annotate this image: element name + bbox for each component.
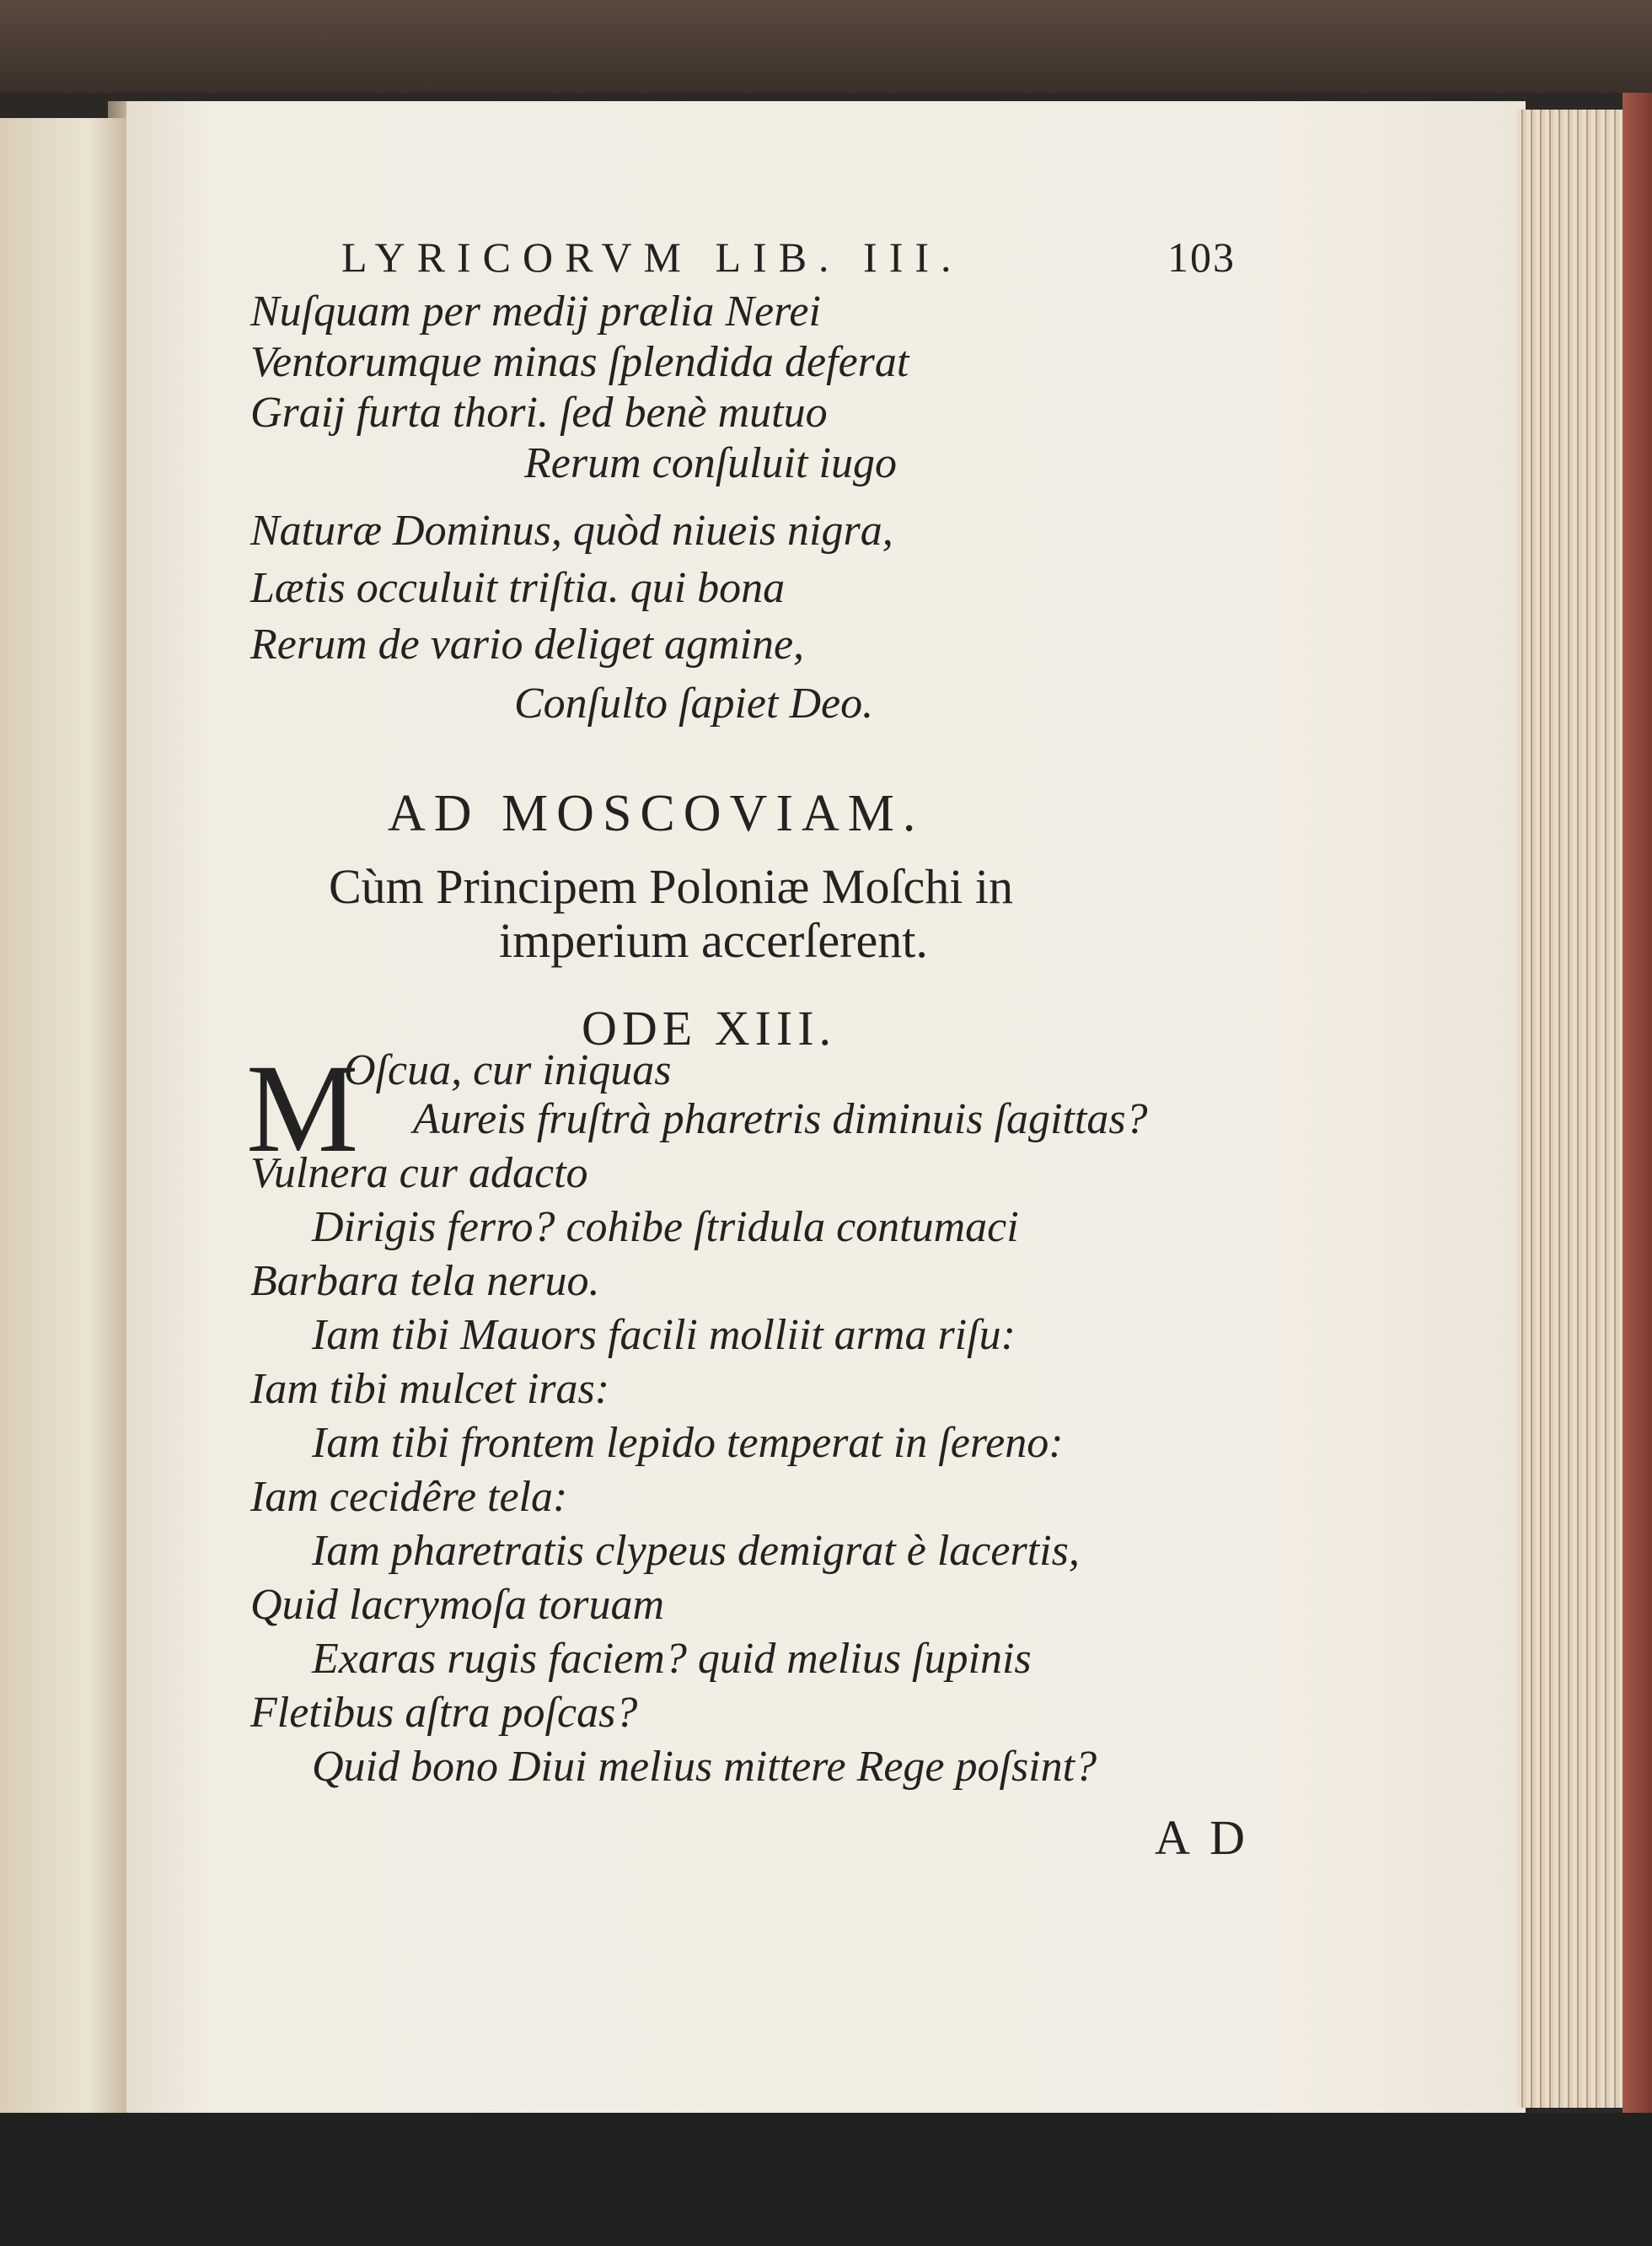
verse-line: Exaras rugis faciem? quid melius ſupinis [312,1635,1032,1683]
verse-line: Aureis fruſtrà pharetris diminuis ſagittas? [413,1095,1148,1143]
red-page-edge [1622,93,1652,2116]
verse-line: Iam cecidêre tela: [250,1473,568,1521]
page-edges [1517,110,1635,2108]
verse-line: Rerum conſuluit iugo [524,439,897,487]
verse-line: Nuſquam per medij prælia Nerei [250,287,821,336]
verse-line: Fletibus aſtra poſcas? [250,1689,638,1737]
verse-line: Conſulto ſapiet Deo. [514,680,874,728]
page-number: 103 [1167,234,1236,281]
ode-number: ODE XIII. [582,1001,837,1056]
verse-line: Quid bono Diui melius mittere Rege poſsint? [312,1743,1097,1791]
ode-subtitle: Cùm Principem Poloniæ Moſchi in [329,859,1014,914]
verse-line: Iam tibi Mauors facili molliit arma riſu: [312,1311,1016,1359]
ode-title: AD MOSCOVIAM. [388,785,925,842]
verse-line: Iam tibi mulcet iras: [250,1365,610,1413]
verse-line: Lætis occuluit triſtia. qui bona [250,564,786,612]
verse-line: Dirigis ferro? cohibe ſtridula contumaci [312,1203,1019,1251]
verse-line: Naturæ Dominus, quòd niueis nigra, [250,507,893,555]
verse-line: Oſcua, cur iniquas [344,1046,672,1094]
book-cover-top [0,0,1652,93]
verse-line: Rerum de vario deliget agmine, [250,621,805,669]
verse-line: Iam pharetratis clypeus demigrat è lacertis, [312,1527,1080,1575]
verse-line: Barbara tela neruo. [250,1257,600,1305]
verse-line: Iam tibi frontem lepido temperat in ſereno: [312,1419,1064,1467]
ode-subtitle: imperium accerſerent. [499,913,928,968]
catchword: A D [1155,1810,1251,1865]
verse-line: Quid lacrymoſa toruam [250,1581,665,1629]
running-title: LYRICORVM LIB. III. [341,234,963,281]
verse-line: Ventorumque minas ſplendida deferat [250,338,909,386]
left-page-edge [0,118,126,2116]
verse-line: Vulnera cur adacto [250,1149,588,1197]
verse-line: Graij furta thori. ſed benè mutuo [250,389,828,437]
background-bottom [0,2113,1652,2246]
drop-cap: M [246,1039,359,1179]
